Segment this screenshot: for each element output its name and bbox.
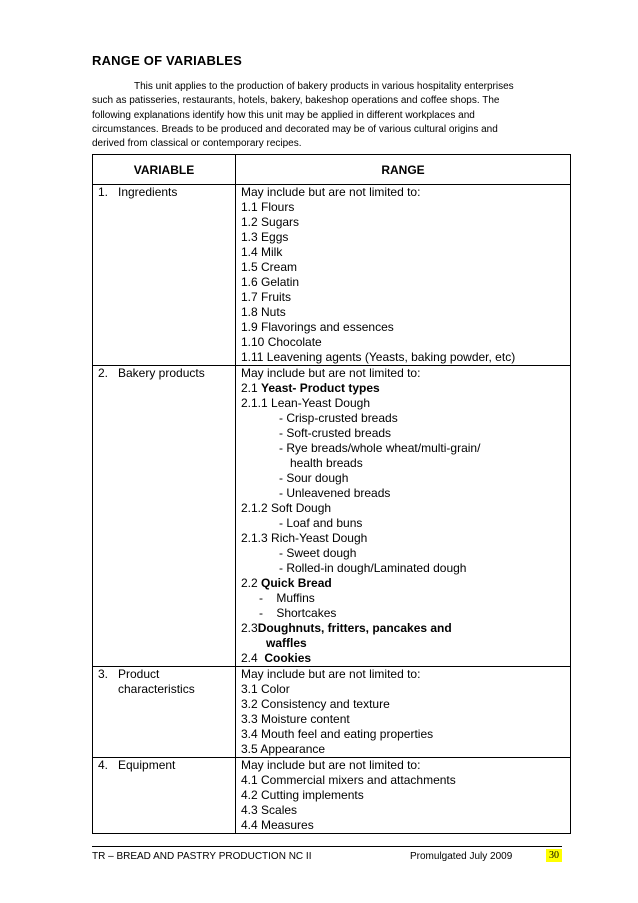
range-number: 2.1: [241, 381, 262, 395]
range-line: [241, 651, 570, 666]
range-line: May include but are not limited to:: [241, 758, 421, 772]
range-of-variables-table: [92, 154, 571, 834]
range-cell: [236, 758, 571, 834]
range-line: 2.1.2 Soft Dough: [241, 501, 332, 515]
range-subitem: - Sour dough: [279, 471, 349, 485]
variable-cell: [93, 667, 236, 758]
range-line: [241, 576, 570, 591]
range-line: 1.11 Leavening agents (Yeasts, baking powder, etc): [241, 350, 516, 364]
range-subitem: - Shortcakes: [259, 606, 337, 620]
range-number: 2.4: [241, 651, 265, 665]
range-line: May include but are not limited to:: [241, 667, 421, 681]
range-line: 3.3 Moisture content: [241, 712, 350, 726]
range-subitem: - Rye breads/whole wheat/multi-grain/: [279, 441, 481, 455]
variable-name: Equipment: [118, 758, 176, 772]
range-line: 1.7 Fruits: [241, 290, 292, 304]
range-subitem: - Muffins: [259, 591, 315, 605]
range-heading-cont: waffles: [266, 636, 307, 650]
range-subitem: - Rolled-in dough/Laminated dough: [279, 561, 467, 575]
range-cell: [236, 185, 571, 366]
range-subitem: - Soft-crusted breads: [279, 426, 392, 440]
footer-divider: [92, 846, 562, 847]
range-line: 1.2 Sugars: [241, 215, 300, 229]
intro-line: This unit applies to the production of bakery products in various hospitality enterprises: [134, 81, 514, 92]
range-subitem: - Crisp-crusted breads: [279, 411, 398, 425]
range-line: 4.4 Measures: [241, 818, 314, 832]
footer-document-title: TR – BREAD AND PASTRY PRODUCTION NC II: [92, 851, 312, 862]
page-number: 30: [546, 849, 562, 862]
variable-name-cont: characteristics: [118, 682, 195, 696]
table-row: [93, 366, 571, 667]
range-heading: Doughnuts, fritters, pancakes and: [257, 621, 452, 635]
variable-name: Bakery products: [118, 366, 205, 380]
intro-line: circumstances. Breads to be produced and decorated may be of various cultural origins and: [92, 123, 498, 135]
range-line: 1.6 Gelatin: [241, 275, 300, 289]
page-title: RANGE OF VARIABLES: [92, 53, 242, 68]
range-line: [241, 381, 570, 396]
range-subitem: - Loaf and buns: [279, 516, 363, 530]
range-subitem: health breads: [290, 456, 363, 470]
range-line: 1.4 Milk: [241, 245, 283, 259]
range-line: 4.3 Scales: [241, 803, 298, 817]
intro-paragraph: [92, 80, 557, 151]
range-line: 4.2 Cutting implements: [241, 788, 364, 802]
table-row: [93, 185, 571, 366]
intro-line: following explanations identify how this unit may be applied in different workplaces and: [92, 109, 475, 121]
table-header-row: [93, 155, 571, 185]
variable-cell: [93, 758, 236, 834]
range-line: 4.1 Commercial mixers and attachments: [241, 773, 456, 787]
header-variable: VARIABLE: [93, 155, 236, 185]
range-subitem: - Unleavened breads: [279, 486, 391, 500]
footer-promulgated-date: Promulgated July 2009: [410, 851, 513, 862]
range-cell: [236, 667, 571, 758]
variable-number: 3.: [98, 667, 109, 681]
range-line: 1.10 Chocolate: [241, 335, 322, 349]
range-line: May include but are not limited to:: [241, 185, 421, 199]
table-row: [93, 667, 571, 758]
range-line: 3.5 Appearance: [241, 742, 326, 756]
range-cell: [236, 366, 571, 667]
range-heading: Quick Bread: [261, 576, 332, 590]
range-line: 1.5 Cream: [241, 260, 298, 274]
range-line: 2.1.3 Rich-Yeast Dough: [241, 531, 368, 545]
range-line: 2.1.1 Lean-Yeast Dough: [241, 396, 370, 410]
range-number: 2.2: [241, 576, 262, 590]
variable-number: 2.: [98, 366, 109, 380]
range-line: 1.3 Eggs: [241, 230, 289, 244]
range-line: 1.1 Flours: [241, 200, 295, 214]
range-line: May include but are not limited to:: [241, 366, 421, 380]
header-range: RANGE: [236, 155, 571, 185]
range-line: [241, 621, 570, 636]
range-number: 2.3: [241, 621, 258, 635]
intro-line: derived from classical or contemporary recipes.: [92, 138, 302, 150]
range-line: 3.1 Color: [241, 682, 290, 696]
range-subitem: - Sweet dough: [279, 546, 357, 560]
variable-cell: [93, 185, 236, 366]
range-heading: Yeast- Product types: [261, 381, 380, 395]
table-row: [93, 758, 571, 834]
variable-name: Product: [118, 667, 160, 681]
variable-number: 1.: [98, 185, 109, 199]
range-line: 1.8 Nuts: [241, 305, 286, 319]
range-line: 1.9 Flavorings and essences: [241, 320, 394, 334]
range-heading: Cookies: [264, 651, 312, 665]
variable-cell: [93, 366, 236, 667]
range-line: 3.4 Mouth feel and eating properties: [241, 727, 434, 741]
range-line: 3.2 Consistency and texture: [241, 697, 390, 711]
variable-number: 4.: [98, 758, 109, 772]
variable-name: Ingredients: [118, 185, 178, 199]
intro-line: such as patisseries, restaurants, hotels, bakery, bakeshop operations and coffee shops. The: [92, 95, 500, 107]
